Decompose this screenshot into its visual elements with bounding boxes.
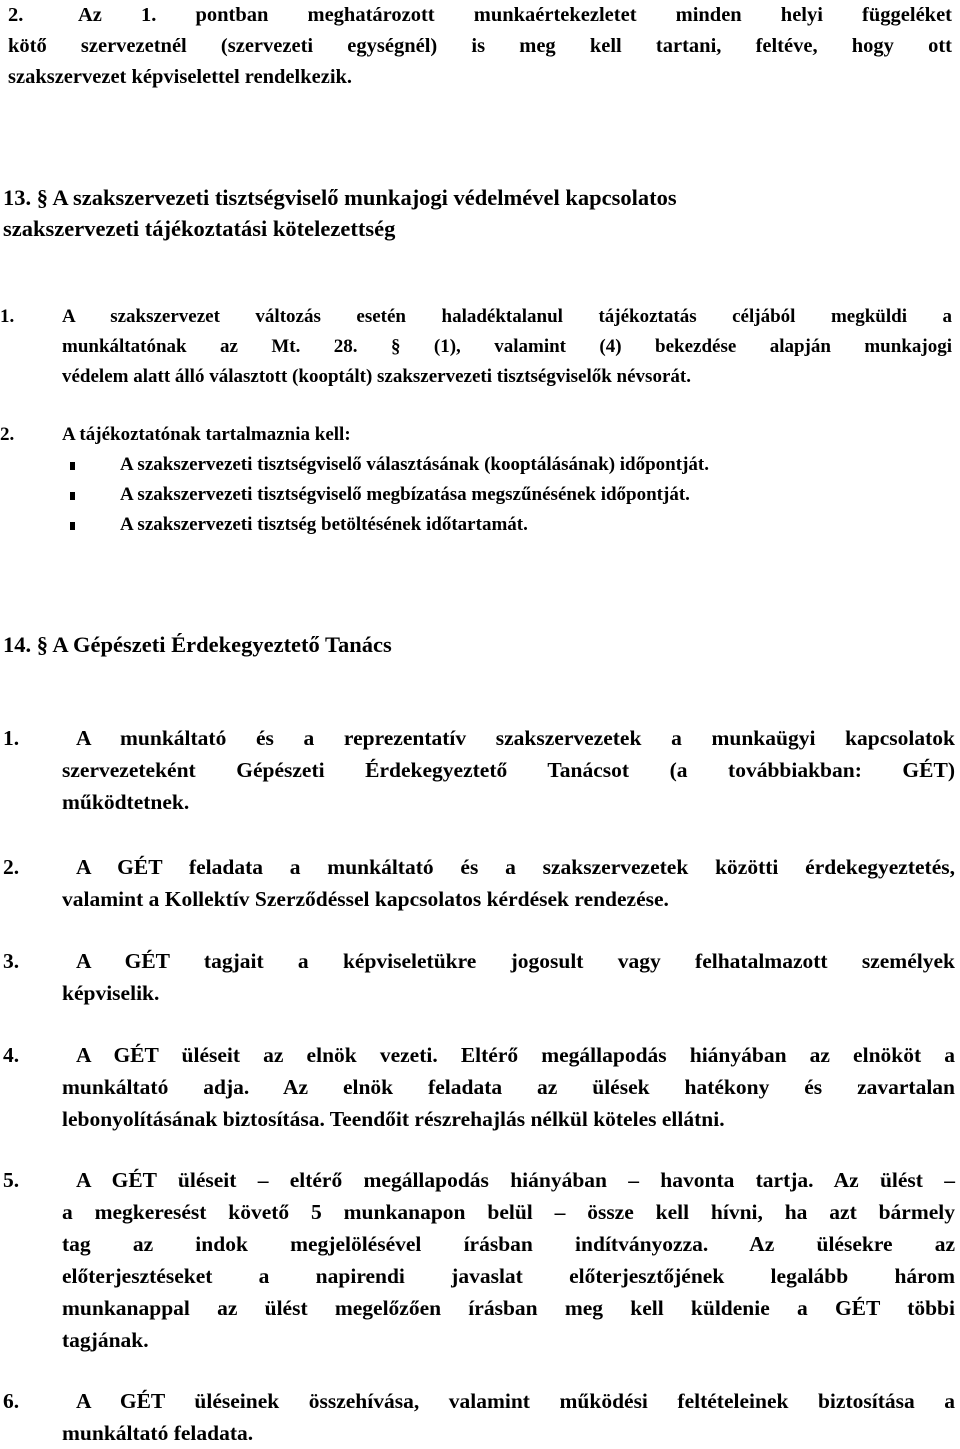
paragraph-line: A GÉT feladata a munkáltató és a szakszervezetek közötti érdekegyeztetés,: [76, 855, 955, 879]
paragraph-line: munkanappal az ülést megelőzően írásban meg kell küldenie a GÉT többi: [62, 1296, 955, 1320]
paragraph-number: 6.: [3, 1389, 20, 1413]
bullet-text: A szakszervezeti tisztségviselő megbízatása megszűnésének időpontját.: [120, 484, 690, 505]
square-bullet-icon: [70, 522, 75, 530]
numbered-item-2: [8, 0, 952, 93]
paragraph-line: szervezeteként Gépészeti Érdekegyeztető Tanácsot (a továbbiakban: GÉT): [62, 758, 955, 782]
paragraph-number: 3.: [3, 949, 20, 973]
square-bullet-icon: [70, 492, 75, 500]
heading-line: 13. § A szakszervezeti tisztségviselő munkajogi védelmével kapcsolatos: [3, 185, 677, 210]
paragraph-line: A GÉT tagjait a képviseletükre jogosult vagy felhatalmazott személyek: [76, 949, 955, 973]
item-line: Az 1. pontban meghatározott munkaértekezletet minden helyi függeléket: [78, 4, 952, 26]
bullet-item: [62, 510, 952, 540]
paragraph-line: A GÉT üléseit – eltérő megállapodás hiányában – havonta tartja. Az ülést –: [76, 1168, 955, 1192]
paragraph-number: 1.: [3, 726, 20, 750]
section14-paragraph-6: [3, 1385, 955, 1449]
paragraph-line: valamint a Kollektív Szerződéssel kapcsolatos kérdések rendezése.: [62, 887, 669, 911]
square-bullet-icon: [70, 462, 75, 470]
section14-paragraph-1: [3, 722, 955, 818]
bullet-text: A szakszervezeti tisztségviselő választásának (kooptálásának) időpontját.: [120, 454, 709, 475]
section-heading-13: [3, 182, 677, 244]
item-number: 2.: [0, 424, 15, 445]
paragraph-line: lebonyolításának biztosítása. Teendőit részrehajlás nélkül köteles ellátni.: [62, 1107, 725, 1131]
section14-paragraph-4: [3, 1039, 955, 1135]
item-line: védelem alatt álló választott (kooptált) szakszervezeti tisztségviselők névsorát.: [62, 366, 691, 387]
paragraph-line: előterjesztéseket a napirendi javaslat előterjesztőjének legalább három: [62, 1264, 955, 1288]
bullet-item: [62, 480, 952, 510]
heading-line: 14. § A Gépészeti Érdekegyeztető Tanács: [3, 632, 392, 657]
item-line: A szakszervezet változás esetén haladéktalanul tájékoztatás céljából megküldi a: [62, 306, 952, 327]
paragraph-line: működtetnek.: [62, 790, 190, 814]
item-number: 1.: [0, 306, 15, 327]
section14-paragraph-3: [3, 945, 955, 1009]
section14-paragraph-2: [3, 851, 955, 915]
paragraph-line: munkáltató adja. Az elnök feladata az ülések hatékony és zavartalan: [62, 1075, 955, 1099]
paragraph-line: tag az indok megjelölésével írásban indítványozza. Az ülésekre az: [62, 1232, 955, 1256]
paragraph-line: képviselik.: [62, 981, 160, 1005]
bullet-text: A szakszervezeti tisztség betöltésének időtartamát.: [120, 514, 528, 535]
item-number: 2.: [8, 4, 24, 26]
paragraph-line: A GÉT üléseinek összehívása, valamint működési feltételeinek biztosítása a: [76, 1389, 955, 1413]
paragraph-number: 5.: [3, 1168, 20, 1192]
section13-item-1: [0, 302, 952, 392]
section13-item-2: [0, 420, 952, 540]
heading-line: szakszervezeti tájékoztatási kötelezettség: [3, 216, 396, 241]
paragraph-line: tagjának.: [62, 1328, 149, 1352]
paragraph-line: munkáltató feladata.: [62, 1421, 254, 1445]
item-line: kötő szervezetnél (szervezeti egységnél) is meg kell tartani, feltéve, hogy ott: [8, 35, 952, 57]
item-line: munkáltatónak az Mt. 28. § (1), valamint (4) bekezdése alapján munkajogi: [62, 336, 952, 357]
item-intro: A tájékoztatónak tartalmaznia kell:: [62, 424, 351, 445]
paragraph-line: a megkeresést követő 5 munkanapon belül – össze kell hívni, ha azt bármely: [62, 1200, 955, 1224]
section14-paragraph-5: [3, 1164, 955, 1356]
section-heading-14: [3, 629, 392, 660]
paragraph-line: A GÉT üléseit az elnök vezeti. Eltérő megállapodás hiányában az elnököt a: [76, 1043, 955, 1067]
paragraph-number: 2.: [3, 855, 20, 879]
paragraph-number: 4.: [3, 1043, 20, 1067]
paragraph-line: A munkáltató és a reprezentatív szakszervezetek a munkaügyi kapcsolatok: [76, 726, 955, 750]
bullet-item: [62, 450, 952, 480]
item-line: szakszervezet képviselettel rendelkezik.: [8, 66, 353, 88]
